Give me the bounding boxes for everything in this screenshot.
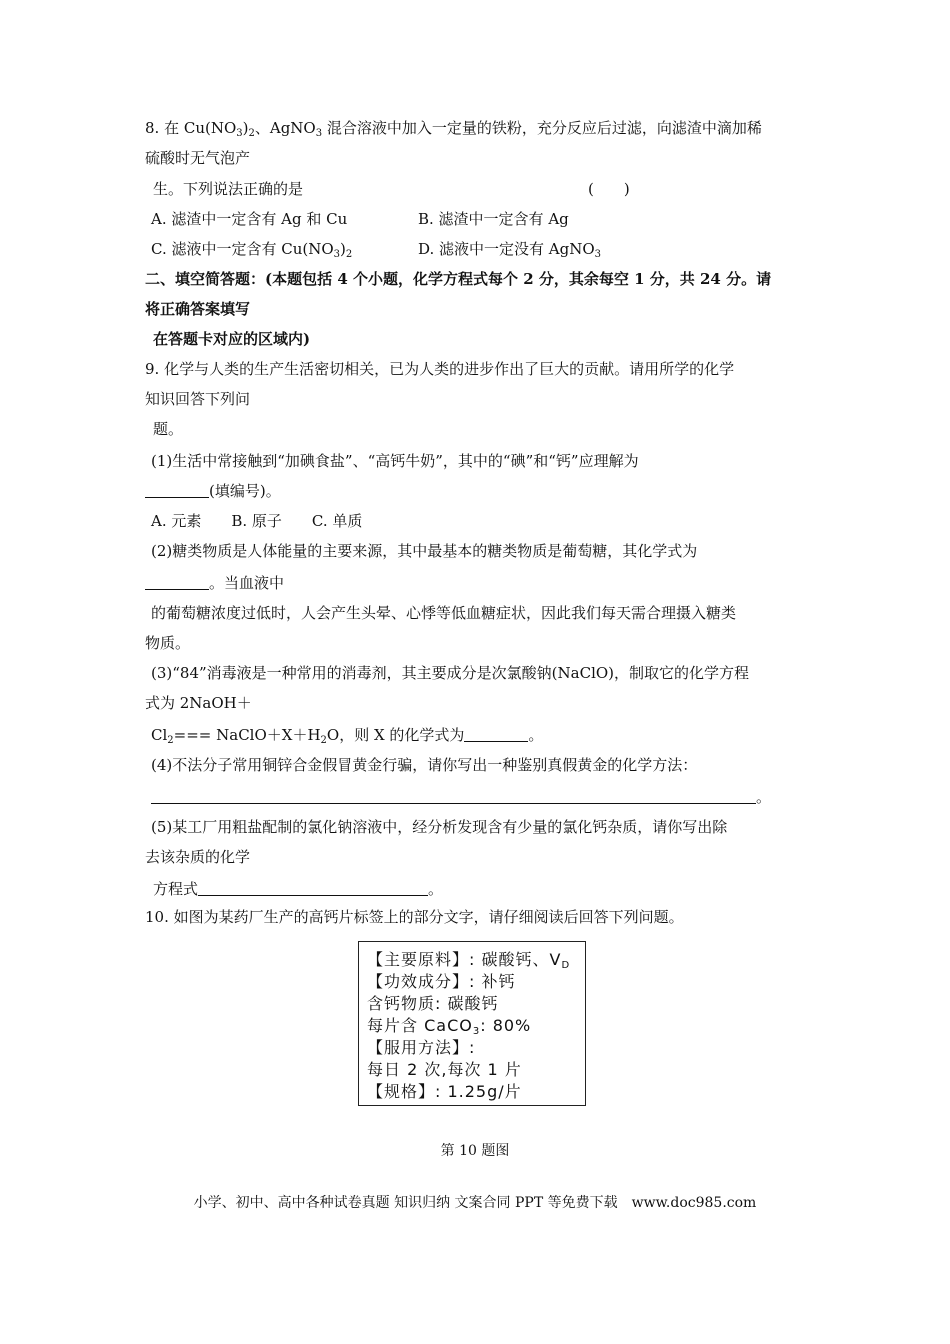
q9-part2-line-1: (2)糖类物质是人体能量的主要来源，其中最基本的糖类物质是葡萄糖，其化学式为 [151, 542, 698, 560]
q9-line-3: 题。 [153, 420, 184, 438]
label-row-usage-title: 【服用方法】: [367, 1038, 476, 1057]
q9-part5-line-3: 方程式 。 [153, 880, 444, 898]
q8-answer-paren: ( ) [588, 180, 630, 198]
figure-caption: 第 10 题图 [440, 1143, 510, 1159]
q10-line-1: 10. 如图为某药厂生产的高钙片标签上的部分文字，请仔细阅读后回答下列问题。 [145, 908, 684, 926]
q9-part2-line-3: 的葡萄糖浓度过低时，人会产生头晕、心悸等低血糖症状，因此我们每天需合理摄入糖类 [151, 604, 737, 622]
label-row-usage: 每日 2 次,每次 1 片 [367, 1060, 522, 1079]
q8-option-b: B. 滤渣中一定含有 Ag [418, 210, 569, 228]
answer-blank[interactable] [145, 483, 209, 498]
label-row-effect: 【功效成分】: 补钙 [367, 972, 516, 991]
q9-part2-line-2: 。当血液中 [145, 572, 284, 594]
q9-line-2: 知识回答下列问 [145, 390, 251, 408]
q9-part3-line-1: (3)“84”消毒液是一种常用的消毒剂，其主要成分是次氯酸钠(NaClO)，制取它的化学方程 [151, 664, 750, 682]
q9-part5-line-1: (5)某工厂用粗盐配制的氯化钠溶液中，经分析发现含有少量的氯化钙杂质，请你写出除 [151, 818, 728, 836]
page-footer: 小学、初中、高中各种试卷真题 知识归纳 文案合同 PPT 等免费下载 www.doc985.com [193, 1195, 757, 1211]
section2-heading-line-1: 二、填空简答题：(本题包括 4 个小题，化学方程式每个 2 分，其余每空 1 分，共 24 分。请 [145, 270, 772, 288]
label-row-spec: 【规格】: 1.25g/片 [367, 1082, 522, 1101]
q8-option-c: C. 滤液中一定含有 $Cu(NO_3)_2$ [151, 240, 353, 260]
q9-part4-answer-line: 。 [151, 786, 771, 808]
section2-heading-line-2: 将正确答案填写 [145, 300, 251, 318]
q9-part1-line-2: (填编号)。 [145, 480, 281, 502]
section2-heading-line-3: 在答题卡对应的区域内) [153, 330, 311, 348]
q9-line-1: 9. 化学与人类的生产生活密切相关，已为人类的进步作出了巨大的贡献。请用所学的化学 [145, 360, 735, 378]
answer-blank[interactable] [145, 575, 209, 590]
q8-line-3: 生。下列说法正确的是 [153, 180, 304, 198]
q8-line-2: 硫酸时无气泡产 [145, 149, 251, 167]
answer-blank[interactable] [464, 727, 528, 742]
q9-part5-line-2: 去该杂质的化学 [145, 848, 251, 866]
label-row-calcium-substance: 含钙物质: 碳酸钙 [367, 994, 499, 1013]
q8-option-d: D. 滤液中一定没有 AgNO$_3$ [418, 240, 602, 260]
answer-blank[interactable] [198, 881, 428, 896]
label-row-ingredients: 【主要原料】: 碳酸钙、$V_D$ [367, 950, 571, 971]
answer-blank[interactable] [151, 789, 756, 804]
calcium-tablet-label [358, 941, 586, 1106]
q8-option-a: A. 滤渣中一定含有 Ag 和 Cu [151, 210, 348, 228]
q9-part4-line-1: (4)不法分子常用铜锌合金假冒黄金行骗，请你写出一种鉴别真假黄金的化学方法： [151, 756, 698, 774]
q9-part2-line-4: 物质。 [145, 634, 191, 652]
q9-part3-line-3: $Cl_2===$ $NaClO+X+H_2O$，则 X 的化学式为 。 [151, 726, 544, 746]
q9-part3-line-2: 式为 2NaOH＋ [145, 694, 252, 712]
label-row-content: 每片含 CaCO$_3$: 80% [367, 1016, 532, 1037]
q8-line-1: 8. 在 $Cu(NO_3)_2$、AgNO$_3$ 混合溶液中加入一定量的铁粉，充分反应后过滤，向滤渣中滴加稀 [145, 119, 762, 139]
q9-part1-line-1: (1)生活中常接触到“加碘食盐”、“高钙牛奶”，其中的“碘”和“钙”应理解为 [151, 452, 639, 470]
q9-part1-options: A. 元素 B. 原子 C. 单质 [151, 512, 363, 530]
